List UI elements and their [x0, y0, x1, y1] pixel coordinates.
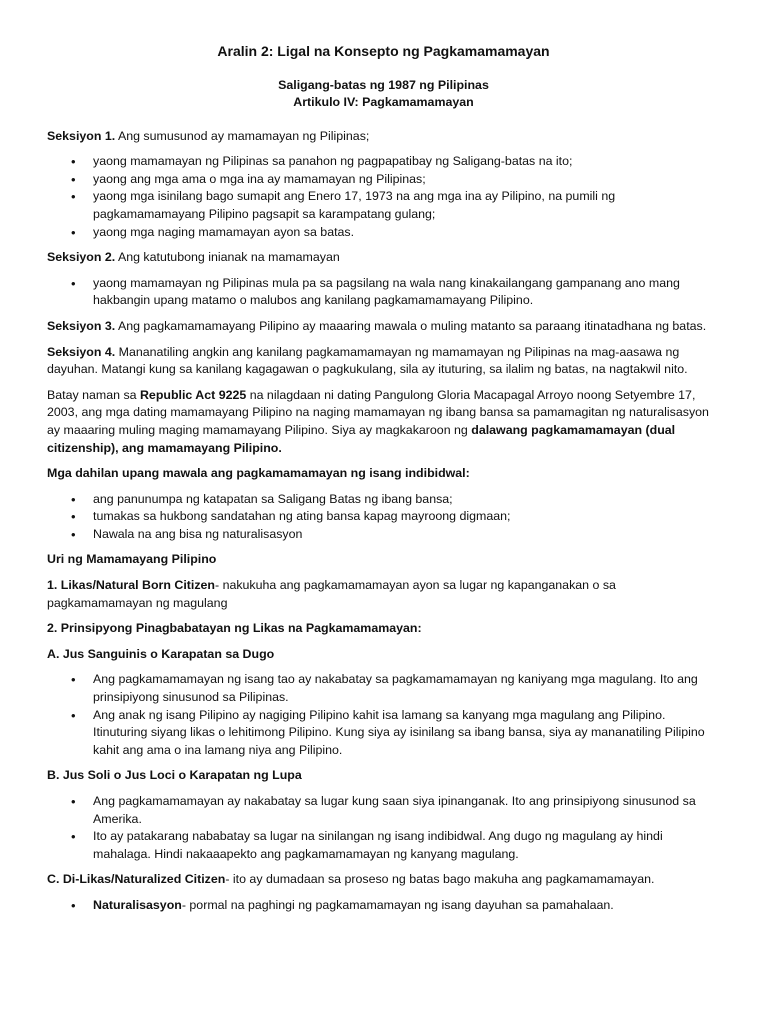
section-2-list [47, 275, 720, 310]
lose-citizenship-heading: Mga dahilan upang mawala ang pagkamamamayan ng isang indibidwal: [47, 466, 470, 481]
document-title: Aralin 2: Ligal na Konsepto ng Pagkamamamayan [217, 43, 550, 59]
natural-born-paragraph: 1. Likas/Natural Born Citizen- nakukuha ang pagkamamamayan ayon sa lugar ng kapanganakan o sa pagkamamamayan ng magulang [47, 578, 616, 610]
list-item: • Naturalisasyon- pormal na paghingi ng pagkamamamayan ng isang dayuhan sa pamahalaan. [93, 897, 720, 915]
list-item: • Ito ay patakarang nababatay sa lugar na sinilangan ng isang indibidwal. Ang dugo ng magulang ay hindi mahalaga. Hindi nakaaapekto ang pagkamamamayan ng kanyang magulang. [93, 828, 720, 863]
list-item: • Ang pagkamamamayan ay nakabatay sa lugar kung saan siya ipinanganak. Ito ang prinsipiyong sinusunod sa Amerika. [93, 793, 720, 828]
section-2: Seksiyon 2. Ang katutubong inianak na mamamayan [47, 250, 340, 265]
jus-sanguinis-list [47, 671, 720, 759]
list-item: • yaong mamamayan ng Pilipinas sa panahon ng pagpapatibay ng Saligang-batas na ito; [93, 153, 720, 171]
republic-act-paragraph: Batay naman sa Republic Act 9225 na nilagdaan ni dating Pangulong Gloria Macapagal Arroyo noong Setyembre 17, 2003, ang mga dating mamamayang Pilipino na naging mamamayan ng ibang bansa sa pamamagitan ng naturalisasyon ay maaaring muling maging mamamayang Pilipino. Siya ay magkakaroon ng dalawang pagkamamamayan (dual citizenship), ang mamamayang Pilipino. [47, 387, 709, 455]
section-1-list [47, 153, 720, 241]
naturalisasyon-list [47, 897, 720, 915]
section-3: Seksiyon 3. Ang pagkamamamayang Pilipino ay maaaring mawala o muling matanto sa paraang itinatadhana ng batas. [47, 318, 707, 333]
section-4: Seksiyon 4. Mananatiling angkin ang kanilang pagkamamamayan ng mamamayan ng Pilipinas na mag-aasawa ng dayuhan. Matangi kung sa kanilang kagagawan o pagkukulang, sila ay ituturing, sa ilalim ng batas, na nagtakwil nito. [47, 344, 688, 377]
list-item: • yaong mga naging mamamayan ayon sa batas. [93, 224, 720, 242]
list-item: • tumakas sa hukbong sandatahan ng ating bansa kapag mayroong digmaan; [93, 508, 720, 526]
list-item: • yaong mamamayan ng Pilipinas mula pa sa pagsilang na wala nang kinakailangang gampanang ano mang hakbangin upang matamo o malubos ang kanilang pagkamamamayang Pilipino. [93, 275, 720, 310]
jus-soli-list [47, 793, 720, 863]
list-item: • yaong ang mga ama o mga ina ay mamamayan ng Pilipinas; [93, 171, 720, 189]
lose-citizenship-list [47, 491, 720, 544]
document-subtitle [47, 77, 720, 111]
list-item: • yaong mga isinilang bago sumapit ang Enero 17, 1973 na ang mga ina ay Pilipino, na pumili ng pagkamamamayang Pilipino pagsapit sa karampatang gulang; [93, 188, 720, 223]
list-item: • ang panunumpa ng katapatan sa Saligang Batas ng ibang bansa; [93, 491, 720, 509]
list-item: • Ang pagkamamamayan ng isang tao ay nakabatay sa pagkamamamayan ng kaniyang mga magulang. Ito ang prinsipiyong sinusunod sa Pilipinas. [93, 671, 720, 706]
subtitle-article: Artikulo IV: Pagkamamamayan [293, 94, 474, 109]
jus-soli-heading: B. Jus Soli o Jus Loci o Karapatan ng Lupa [47, 768, 302, 783]
subtitle-constitution: Saligang-batas ng 1987 ng Pilipinas [278, 78, 489, 92]
citizen-types-heading: Uri ng Mamamayang Pilipino [47, 552, 217, 567]
list-item: • Nawala na ang bisa ng naturalisasyon [93, 526, 720, 544]
jus-sanguinis-heading: A. Jus Sanguinis o Karapatan sa Dugo [47, 646, 275, 661]
list-item: • Ang anak ng isang Pilipino ay nagiging Pilipino kahit isa lamang sa kanyang mga magulang ang Pilipino. Itinuturing siyang likas o lehitimong Pilipino. Kung siya ay isinilang sa ibang bansa, siya ay mananatiling Pilipino kahit ang ama o ina lamang niya ang Pilipino. [93, 707, 720, 760]
section-1: Seksiyon 1. Ang sumusunod ay mamamayan ng Pilipinas; [47, 128, 370, 143]
principles-heading: 2. Prinsipyong Pinagbabatayan ng Likas na Pagkamamamayan: [47, 621, 422, 636]
naturalized-paragraph: C. Di-Likas/Naturalized Citizen- ito ay dumadaan sa proseso ng batas bago makuha ang pagkamamamayan. [47, 872, 655, 887]
